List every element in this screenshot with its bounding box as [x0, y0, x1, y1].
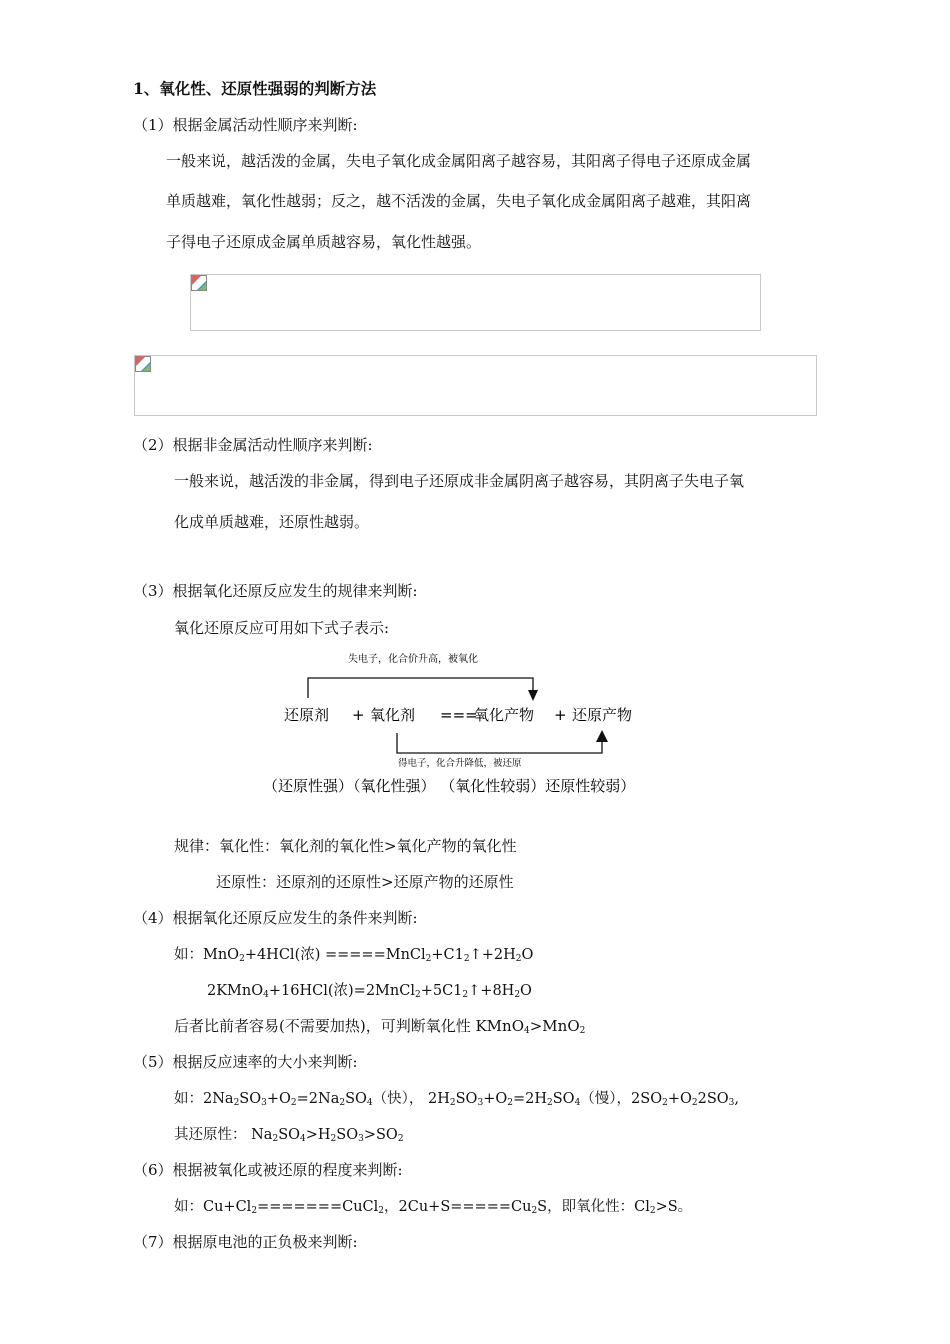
section-3-heading: （3）根据氧化还原反应发生的规律来判断:: [133, 582, 418, 600]
reduction-arrow-line: [397, 733, 602, 753]
equation-copper: 如：$Cu+Cl_2=======CuCl_2$，$2Cu+S=====Cu_2S$，即氧化性：$Cl_2>S$。: [174, 1199, 693, 1216]
diagram-equals: ===: [440, 706, 478, 724]
section-1-line-2: 单质越难，氧化性越弱；反之，越不活泼的金属，失电子氧化成金属阳离子越难，其阳离: [166, 192, 752, 210]
diagram-plus-1: +: [352, 706, 365, 724]
section-title: 1、氧化性、还原性强弱的判断方法: [133, 79, 377, 98]
image-placeholder-2: [134, 355, 817, 416]
section-1-line-3: 子得电子还原成金属单质越容易，氧化性越强。: [166, 233, 482, 251]
section-5-heading: （5）根据反应速率的大小来判断:: [133, 1053, 358, 1071]
section-4-conclusion: 后者比前者容易(不需要加热)，可判断氧化性 KMnO$_4$>MnO$_2$: [174, 1017, 586, 1036]
section-1-line-1: 一般来说，越活泼的金属，失电子氧化成金属阳离子越容易，其阳离子得电子还原成金属: [166, 152, 752, 170]
section-1-heading: （1）根据金属活动性顺序来判断:: [133, 116, 358, 134]
section-2-heading: （2）根据非金属活动性顺序来判断:: [133, 436, 373, 454]
diagram-plus-2: +: [554, 706, 567, 724]
equation-rates: 如：$2Na_2SO_3+O_2=2Na_2SO_4$（快）， $2H_2SO_3+O_2=2H_2SO_4$（慢），$2SO_2+O_22SO_3$,: [174, 1091, 739, 1108]
diagram-reducer: 还原剂: [284, 706, 330, 724]
diagram-oxidation-product: 氧化产物: [474, 706, 535, 724]
section-2-line-2: 化成单质越难，还原性越弱。: [174, 513, 370, 531]
reducing-order: 其还原性： $Na_2SO_4>H_2SO_3>SO_2$: [174, 1127, 404, 1144]
diagram-strength-line: （还原性强）（氧化性强） （氧化性较弱）还原性较弱）: [263, 777, 636, 795]
image-placeholder-1: [190, 274, 761, 331]
oxidation-arrowhead: [528, 690, 538, 701]
rule-oxidizing: 规律：氧化性：氧化剂的氧化性>氧化产物的氧化性: [174, 837, 517, 855]
diagram-top-label: 失电子，化合价升高，被氧化: [348, 654, 478, 665]
broken-image-icon: [191, 275, 207, 291]
diagram-reduction-product: 还原产物: [572, 706, 633, 724]
section-2-line-1: 一般来说，越活泼的非金属，得到电子还原成非金属阴离子越容易，其阴离子失电子氧: [174, 472, 745, 490]
rule-reducing: 还原性：还原剂的还原性>还原产物的还原性: [216, 873, 514, 891]
equation-mno2: 如：MnO$_2$+4HCl(浓) $=====MnCl_2+C1_2↑+2H_2O$: [174, 947, 534, 964]
section-7-heading: （7）根据原电池的正负极来判断:: [133, 1233, 358, 1251]
diagram-bottom-label: 得电子，化合升降低，被还原: [398, 758, 522, 769]
section-6-heading: （6）根据被氧化或被还原的程度来判断:: [133, 1161, 403, 1179]
reduction-arrowhead: [596, 730, 608, 742]
broken-image-icon: [135, 356, 151, 372]
section-3-intro: 氧化还原反应可用如下式子表示:: [174, 619, 390, 637]
equation-kmno4: 2KMnO$_4$+16HCl(浓)$=2MnCl_2+5C1_2↑+8H_2O$: [207, 983, 532, 1000]
redox-diagram: [255, 648, 695, 813]
oxidation-arrow-line: [308, 678, 533, 698]
section-4-heading: （4）根据氧化还原反应发生的条件来判断:: [133, 909, 418, 927]
diagram-oxidizer: 氧化剂: [370, 706, 416, 724]
